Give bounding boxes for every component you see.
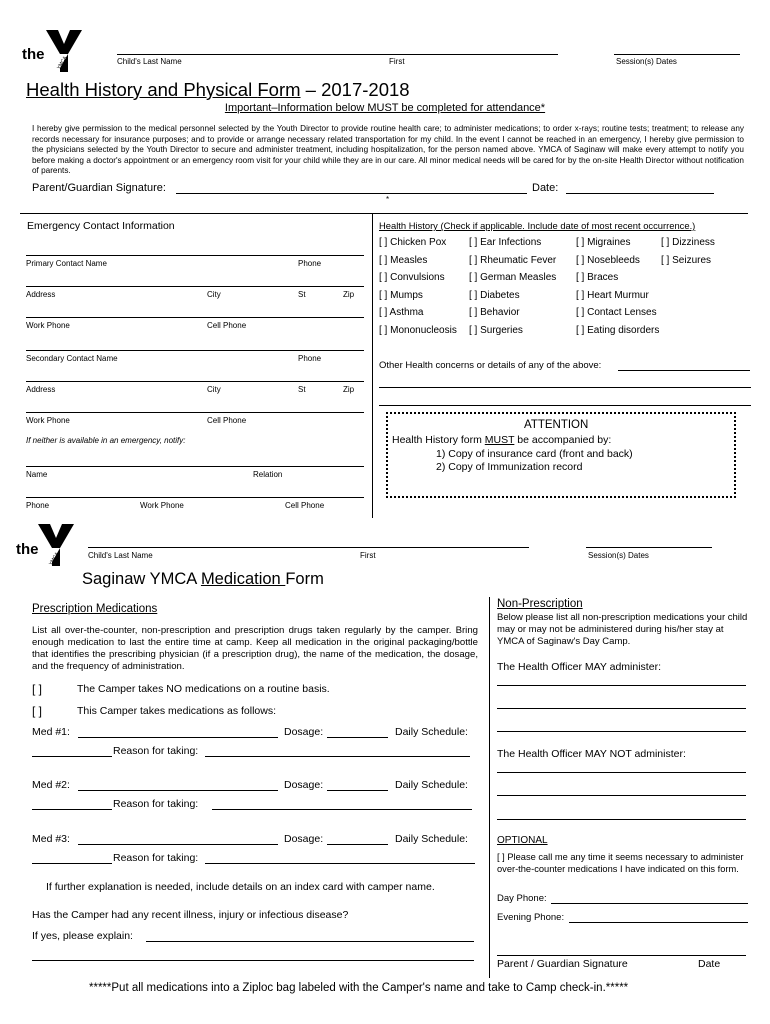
check-nosebleeds[interactable]: [ ] Nosebleeds (576, 255, 640, 266)
day-phone-label: Day Phone: (497, 893, 547, 904)
rx-heading-text: Prescription Medications (32, 603, 158, 615)
med3-dosage-label: Dosage: (284, 833, 324, 845)
other-concerns-label: Other Health concerns or details of any of the above: (379, 360, 602, 371)
address-label: Address (26, 290, 56, 299)
state-label: St (298, 290, 306, 299)
state-label-2: St (298, 385, 306, 394)
med3-reason-label: Reason for taking: (113, 852, 199, 864)
address-line[interactable] (26, 286, 364, 287)
title-year: – 2017-2018 (300, 79, 410, 100)
attention-item-2: 2) Copy of Immunization record (436, 461, 583, 473)
day-phone-line[interactable] (551, 903, 748, 904)
notify-name-line[interactable] (26, 466, 364, 467)
check-behavior[interactable]: [ ] Behavior (469, 307, 520, 318)
logo-word-2: the (16, 541, 39, 558)
childs-name-line-2[interactable] (88, 547, 529, 548)
explain-line-2[interactable] (32, 960, 474, 961)
med3-daily-label: Daily Schedule: (395, 833, 468, 845)
may-not-administer-label: The Health Officer MAY NOT administer: (497, 748, 686, 760)
guardian-signature-label: Parent / Guardian Signature (497, 958, 628, 970)
may-not-line-3[interactable] (497, 819, 746, 820)
work-phone-label: Work Phone (26, 321, 70, 330)
may-not-line-1[interactable] (497, 772, 746, 773)
work-phone-label-3: Work Phone (140, 501, 184, 510)
check-rheumatic-fever[interactable]: [ ] Rheumatic Fever (469, 255, 557, 266)
med1-daily-label: Daily Schedule: (395, 726, 468, 738)
ziploc-instruction: *****Put all medications into a Ziploc bag labeled with the Camper's name and take to Camp check-in.***** (89, 982, 629, 994)
check-contact-lenses[interactable]: [ ] Contact Lenses (576, 307, 657, 318)
nonrx-heading-text: Non-Prescription (497, 598, 583, 610)
parent-signature-label: Parent/Guardian Signature: (32, 182, 166, 194)
check-surgeries[interactable]: [ ] Surgeries (469, 325, 523, 336)
may-administer-label: The Health Officer MAY administer: (497, 661, 661, 673)
work-phone-line[interactable] (26, 317, 364, 318)
explain-line-1[interactable] (146, 941, 474, 942)
no-meds-label: The Camper takes NO medications on a routine basis. (77, 683, 330, 695)
cell-phone-label-3: Cell Phone (285, 501, 325, 510)
med2-dosage-line[interactable] (327, 790, 388, 791)
other-concerns-line-1[interactable] (618, 370, 750, 371)
med-column-divider (489, 597, 490, 978)
check-migraines[interactable]: [ ] Migraines (576, 237, 631, 248)
title-form: Form (257, 79, 301, 100)
med-title-med: Medication (200, 570, 286, 588)
session-dates-line[interactable] (614, 54, 740, 55)
takes-meds-label: This Camper takes medications as follows: (77, 705, 276, 717)
childs-last-name-label: Child's Last Name (117, 57, 182, 66)
parent-signature-line[interactable] (176, 193, 527, 194)
consent-paragraph: I hereby give permission to the medical personnel selected by the Youth Director to provide routine health care; to administer medications; to order x-rays; routine tests; treatment; to release any records necessary for insurance purposes; and to provide or arrange necessary related transportation for my child. In the event I cannot be reached in an emergency, I hereby give permission to the physicians selected by the Youth Director to secure and administer treatment, including hospitalization, for the person named above. YMCA of Saginaw will make every attempt to notify you before making a doctor's appointment or an emergency room visit for your child while they are in our care. All minor medical needs will be cared for by the on-site Health Director without notification of parents. (32, 124, 744, 175)
primary-contact-line[interactable] (26, 255, 364, 256)
med1-name-line[interactable] (78, 737, 278, 738)
med2-reason-pre-line[interactable] (32, 809, 112, 810)
medication-form-title (82, 570, 324, 589)
med1-reason-line[interactable] (205, 756, 470, 757)
med-title-pre: Saginaw YMCA (82, 570, 201, 588)
ymca-y-icon (44, 28, 84, 74)
attention-must: MUST (484, 434, 515, 446)
address-label-2: Address (26, 385, 56, 394)
med3-name-line[interactable] (78, 844, 278, 845)
med1-reason-label: Reason for taking: (113, 745, 199, 757)
date-line[interactable] (566, 193, 714, 194)
childs-last-name-label-2: Child's Last Name (88, 551, 153, 560)
session-dates-line-2[interactable] (586, 547, 712, 548)
evening-phone-line[interactable] (569, 922, 748, 923)
first-label: First (389, 57, 405, 66)
neither-available-note: If neither is available in an emergency, notify: (26, 436, 186, 445)
check-diabetes[interactable]: [ ] Diabetes (469, 290, 520, 301)
med3-reason-pre-line[interactable] (32, 863, 112, 864)
section-divider (20, 213, 748, 214)
attention-pre: Health History form (392, 434, 485, 446)
med2-reason-line[interactable] (212, 809, 472, 810)
other-concerns-line-3[interactable] (379, 405, 751, 406)
logo-word: the (22, 46, 45, 63)
evening-phone-label: Evening Phone: (497, 912, 565, 923)
asterisk: * (386, 195, 390, 204)
zip-label-2: Zip (343, 385, 355, 394)
attention-post: be accompanied by: (514, 434, 612, 446)
primary-contact-label: Primary Contact Name (26, 259, 107, 268)
other-concerns-line-2[interactable] (379, 387, 751, 388)
phone-label-3: Phone (26, 501, 50, 510)
check-asthma[interactable]: [ ] Asthma (379, 307, 424, 318)
check-ear-infections[interactable]: [ ] Ear Infections (469, 237, 542, 248)
may-line-3[interactable] (497, 731, 746, 732)
nonrx-paragraph: Below please list all non-prescription medications your child may or may not be administered during his/her stay at YMCA of Saginaw's Day Camp. (497, 612, 748, 647)
guardian-date-label: Date (698, 958, 721, 970)
city-label: City (207, 290, 221, 299)
med-title-form: Form (285, 570, 324, 588)
date-label: Date: (532, 182, 559, 194)
med2-daily-label: Daily Schedule: (395, 779, 468, 791)
logo-sub: YMCA (56, 55, 69, 71)
med3-dosage-line[interactable] (327, 844, 388, 845)
guardian-signature-line[interactable] (497, 955, 746, 956)
further-explanation-note: If further explanation is needed, include details on an index card with camper name. (46, 881, 435, 893)
important-notice (0, 102, 770, 114)
attention-title: ATTENTION (524, 419, 589, 431)
phone-label-2: Phone (298, 354, 322, 363)
check-dizziness[interactable]: [ ] Dizziness (661, 237, 715, 248)
city-label-2: City (207, 385, 221, 394)
logo-sub-2: YMCA (48, 551, 61, 567)
health-form-title (26, 79, 410, 101)
health-history-heading-text: Health History (Check if applicable. Include date of most recent occurrence.) (379, 220, 696, 231)
explain-label: If yes, please explain: (32, 930, 133, 942)
optional-call-checkbox[interactable]: [ ] Please call me any time it seems necessary to administer over-the-counter medications I have indicated on this form. (497, 852, 744, 874)
rx-paragraph: List all over-the-counter, non-prescription and prescription drugs taken regularly by the camper. Bring enough medication to last the entire time at camp. Keep all medication in the original packaging/bottle that identifies the prescribing physician (if a prescription drug), the name of the medication, the dosage, and the frequency of administration. (32, 625, 478, 672)
check-chicken-pox[interactable]: [ ] Chicken Pox (379, 237, 447, 248)
notify-phone-line[interactable] (26, 497, 364, 498)
med2-name-line[interactable] (78, 790, 278, 791)
attention-item-1: 1) Copy of insurance card (front and back) (436, 448, 633, 460)
check-braces[interactable]: [ ] Braces (576, 272, 619, 283)
important-text: Important–Information below MUST be completed for attendance* (224, 102, 546, 114)
check-heart-murmur[interactable]: [ ] Heart Murmur (576, 290, 649, 301)
check-mononucleosis[interactable]: [ ] Mononucleosis (379, 325, 457, 336)
check-convulsions[interactable]: [ ] Convulsions (379, 272, 445, 283)
check-measles[interactable]: [ ] Measles (379, 255, 428, 266)
work-phone-label-2: Work Phone (26, 416, 70, 425)
rx-heading (32, 603, 157, 615)
phone-label: Phone (298, 259, 322, 268)
relation-label: Relation (253, 470, 283, 479)
emergency-heading: Emergency Contact Information (27, 220, 175, 232)
med2-dosage-label: Dosage: (284, 779, 324, 791)
no-meds-bracket[interactable]: [ ] (32, 682, 43, 696)
med1-dosage-line[interactable] (327, 737, 388, 738)
recent-illness-question: Has the Camper had any recent illness, injury or infectious disease? (32, 909, 349, 921)
health-history-heading (379, 220, 695, 231)
med2-reason-label: Reason for taking: (113, 798, 199, 810)
check-eating-disorders[interactable]: [ ] Eating disorders (576, 325, 660, 336)
title-main: Health History and Physical (26, 79, 258, 100)
address-line-2[interactable] (26, 381, 364, 382)
secondary-contact-label: Secondary Contact Name (26, 354, 118, 363)
first-label-2: First (360, 551, 376, 560)
secondary-contact-line[interactable] (26, 350, 364, 351)
may-not-line-2[interactable] (497, 795, 746, 796)
check-seizures[interactable]: [ ] Seizures (661, 255, 712, 266)
attention-line-1 (392, 434, 611, 446)
med2-label: Med #2: (32, 779, 70, 791)
nonrx-heading (497, 598, 583, 610)
column-divider (372, 213, 373, 518)
takes-meds-bracket[interactable]: [ ] (32, 704, 43, 718)
med3-reason-line[interactable] (205, 863, 475, 864)
zip-label: Zip (343, 290, 355, 299)
med1-reason-pre-line[interactable] (32, 756, 112, 757)
check-german-measles[interactable]: [ ] German Measles (469, 272, 557, 283)
may-line-2[interactable] (497, 708, 746, 709)
check-mumps[interactable]: [ ] Mumps (379, 290, 423, 301)
work-phone-line-2[interactable] (26, 412, 364, 413)
childs-name-line[interactable] (117, 54, 558, 55)
cell-phone-label-2: Cell Phone (207, 416, 247, 425)
med1-dosage-label: Dosage: (284, 726, 324, 738)
session-dates-label: Session(s) Dates (616, 57, 677, 66)
med1-label: Med #1: (32, 726, 70, 738)
name-label: Name (26, 470, 48, 479)
session-dates-label-2: Session(s) Dates (588, 551, 649, 560)
optional-heading-text: OPTIONAL (497, 835, 548, 846)
cell-phone-label: Cell Phone (207, 321, 247, 330)
med3-label: Med #3: (32, 833, 70, 845)
optional-heading (497, 835, 548, 846)
may-line-1[interactable] (497, 685, 746, 686)
